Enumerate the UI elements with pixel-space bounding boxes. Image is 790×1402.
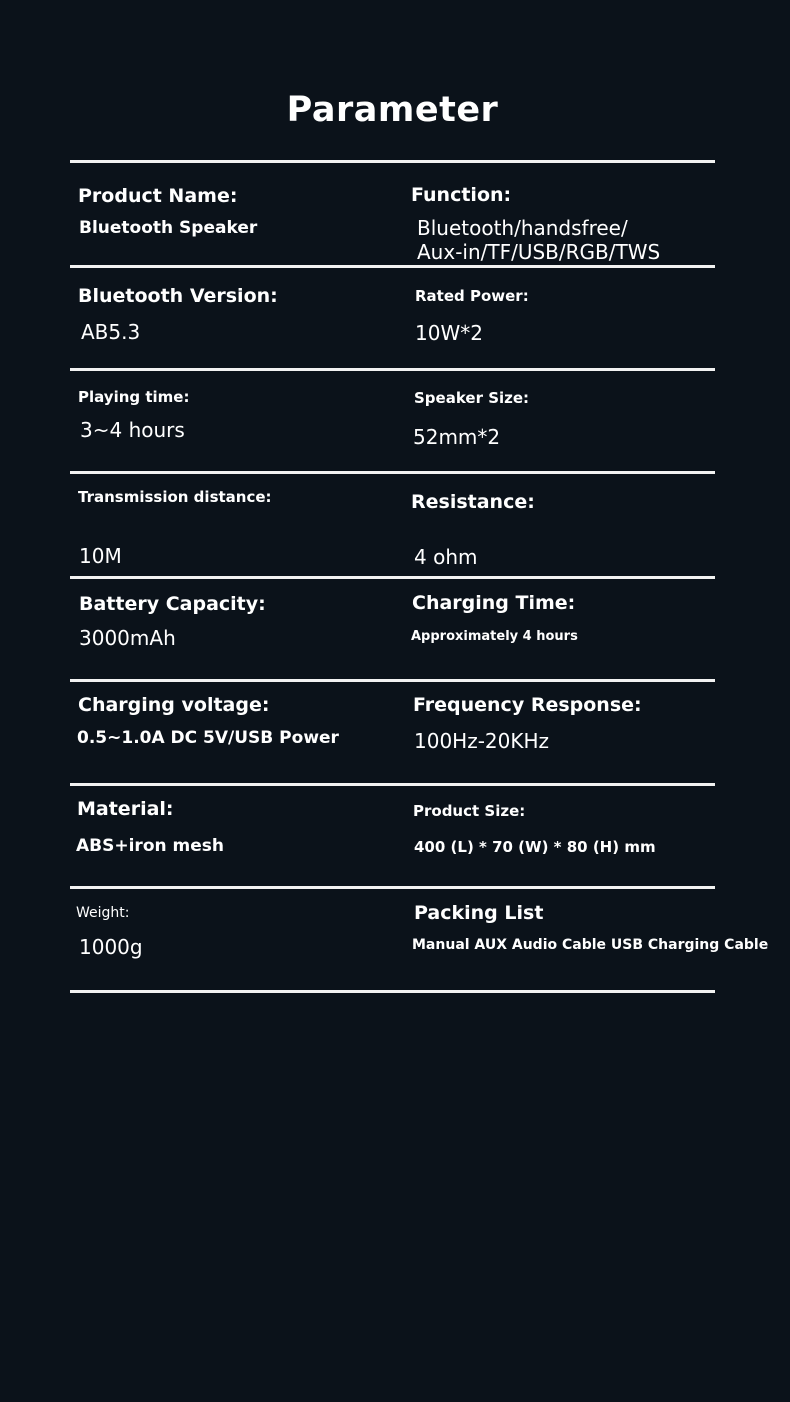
- speaker-size-label: Speaker Size:: [414, 389, 530, 407]
- resistance-value: 4 ohm: [414, 545, 478, 569]
- divider: [70, 160, 715, 163]
- product-name-label: Product Name:: [78, 185, 238, 207]
- divider: [70, 576, 715, 579]
- function-value-line1: Bluetooth/handsfree/: [417, 216, 628, 240]
- material-label: Material:: [77, 798, 174, 820]
- divider: [70, 471, 715, 474]
- bluetooth-version-value: AB5.3: [81, 320, 141, 344]
- divider: [70, 886, 715, 889]
- playing-time-label: Playing time:: [78, 388, 190, 406]
- rated-power-label: Rated Power:: [415, 287, 529, 305]
- playing-time-value: 3~4 hours: [80, 418, 185, 442]
- charging-time-value: Approximately 4 hours: [411, 629, 578, 644]
- battery-capacity-value: 3000mAh: [79, 626, 176, 650]
- charging-voltage-label: Charging voltage:: [78, 694, 270, 716]
- speaker-size-value: 52mm*2: [413, 425, 501, 449]
- product-size-value: 400 (L) * 70 (W) * 80 (H) mm: [414, 838, 656, 856]
- frequency-response-value: 100Hz-20KHz: [414, 729, 550, 753]
- bluetooth-version-label: Bluetooth Version:: [78, 285, 278, 307]
- divider: [70, 679, 715, 682]
- resistance-label: Resistance:: [411, 491, 535, 513]
- material-value: ABS+iron mesh: [76, 836, 224, 856]
- function-label: Function:: [411, 184, 512, 206]
- divider: [70, 990, 715, 993]
- weight-label: Weight:: [76, 905, 130, 921]
- function-value-line2: Aux-in/TF/USB/RGB/TWS: [417, 240, 661, 264]
- transmission-distance-label: Transmission distance:: [78, 488, 272, 506]
- divider: [70, 265, 715, 268]
- charging-time-label: Charging Time:: [412, 592, 576, 614]
- page-title: Parameter: [286, 90, 499, 130]
- packing-list-value: Manual AUX Audio Cable USB Charging Cable: [412, 937, 769, 953]
- weight-value: 1000g: [79, 935, 143, 959]
- divider: [70, 783, 715, 786]
- divider: [70, 368, 715, 371]
- packing-list-label: Packing List: [414, 902, 544, 924]
- product-name-value: Bluetooth Speaker: [79, 218, 258, 238]
- transmission-distance-value: 10M: [79, 544, 122, 568]
- battery-capacity-label: Battery Capacity:: [79, 593, 266, 615]
- charging-voltage-value: 0.5~1.0A DC 5V/USB Power: [77, 728, 339, 748]
- rated-power-value: 10W*2: [415, 321, 483, 345]
- product-size-label: Product Size:: [413, 802, 526, 820]
- frequency-response-label: Frequency Response:: [413, 694, 642, 716]
